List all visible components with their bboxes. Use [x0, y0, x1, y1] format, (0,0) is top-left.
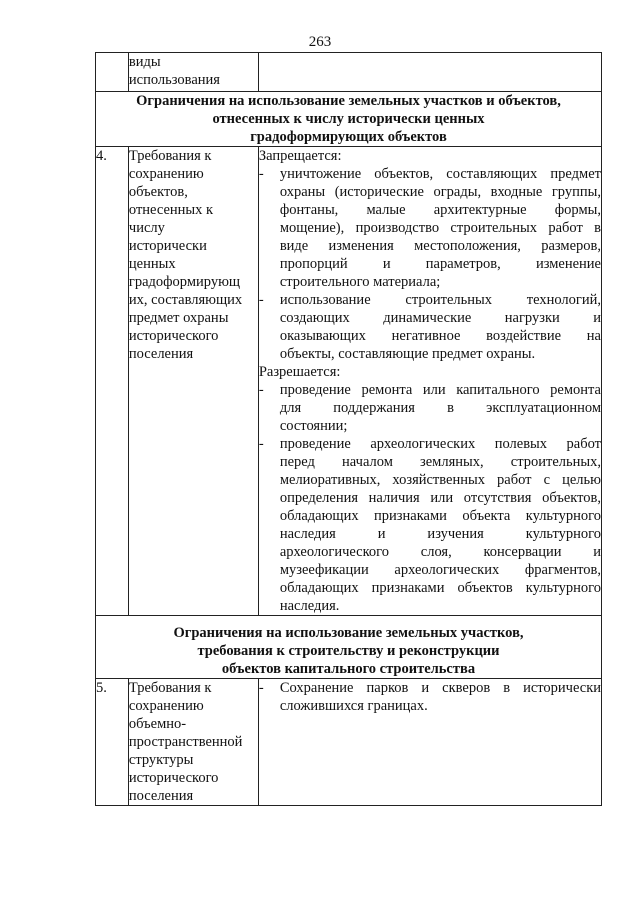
section-header-line: градоформирующих объектов — [250, 129, 447, 145]
section-header-line: Ограничения на использование земельных участков и объектов, — [136, 93, 561, 109]
requirement-line: объектов, — [128, 184, 188, 200]
requirement-cell — [128, 147, 258, 616]
item-line: наследия. — [279, 598, 340, 614]
item-line: археологического слоя, консервации и — [279, 544, 601, 560]
number-cell — [96, 53, 129, 92]
dash-bullet: - — [258, 166, 264, 182]
row-number: 5. — [96, 679, 129, 806]
section-header-line: требования к строительству и реконструкции — [197, 643, 500, 659]
item-line: оказывающих негативное воздействие на — [279, 328, 601, 344]
requirement-line: использования — [128, 72, 220, 88]
table-row-top-continuation — [96, 53, 602, 92]
dash-bullet: - — [258, 382, 264, 398]
requirement-line: отнесенных к — [128, 202, 214, 218]
requirement-line: Требования к — [128, 680, 212, 696]
list-item — [259, 165, 601, 291]
content-cell — [258, 679, 601, 806]
item-line: сложившихся границах. — [279, 698, 428, 714]
item-line: для поддержания в эксплуатационном — [279, 400, 601, 416]
section-header-line: отнесенных к числу исторически ценных — [212, 111, 485, 127]
requirement-line: поселения — [128, 788, 194, 804]
item-line: виде изменения местоположения, размеров, — [279, 238, 601, 254]
item-line: охраны (исторические ограды, входные группы, — [279, 184, 601, 200]
section-header-1 — [96, 92, 602, 147]
list-item — [259, 291, 601, 363]
requirement-line: исторически — [128, 238, 207, 254]
item-line: использование строительных технологий, — [279, 292, 601, 308]
requirement-line: предмет охраны — [128, 310, 229, 326]
content-cell — [258, 53, 601, 92]
requirement-line: сохранению — [128, 698, 204, 714]
section-header-row-1 — [96, 92, 602, 147]
dash-bullet: - — [258, 680, 264, 696]
list-item — [259, 679, 601, 715]
section-header-2 — [96, 616, 602, 679]
item-line: проведение археологических полевых работ — [279, 436, 601, 452]
requirement-line: числу — [128, 220, 165, 236]
item-line: уничтожение объектов, составляющих предмет — [279, 166, 601, 182]
requirement-line: поселения — [128, 346, 194, 362]
item-line: строительного материала; — [279, 274, 441, 290]
list-item — [259, 435, 601, 615]
dash-bullet: - — [258, 292, 264, 308]
requirement-line: исторического — [128, 328, 219, 344]
dash-bullet: - — [258, 436, 264, 452]
item-line: фонтаны, малые архитектурные формы, — [279, 202, 601, 218]
regulations-table — [95, 52, 602, 806]
item-line: Сохранение парков и скверов в исторически — [279, 680, 601, 696]
requirement-line: объемно- — [128, 716, 187, 732]
requirement-line: сохранению — [128, 166, 204, 182]
requirement-cell — [128, 679, 258, 806]
section-header-line: объектов капитального строительства — [221, 661, 476, 677]
item-line: наследия и изучения культурного — [279, 526, 601, 542]
item-line: музеефикации археологических фрагментов, — [279, 562, 601, 578]
item-line: мелиоративных, хозяйственных работ с целью — [279, 472, 601, 488]
allowed-heading: Разрешается: — [258, 364, 341, 380]
table-row-4 — [96, 147, 602, 616]
item-line: обладающих признаками объектов культурного — [279, 580, 601, 596]
item-line: мощение), производство строительных работ в — [279, 220, 601, 236]
item-line: проведение ремонта или капитального ремонта — [279, 382, 601, 398]
content-cell — [258, 147, 601, 616]
item-line: состоянии; — [279, 418, 348, 434]
requirement-line: их, составляющих — [128, 292, 243, 308]
requirement-line: Требования к — [128, 148, 212, 164]
section-header-row-2 — [96, 616, 602, 679]
page-number: 263 — [308, 34, 332, 50]
item-line: пропорций и параметров, изменение — [279, 256, 601, 272]
requirement-line: структуры — [128, 752, 194, 768]
item-line: определения наличия или отсутствия объектов, — [279, 490, 601, 506]
list-item — [259, 381, 601, 435]
item-line: обладающих признаками объекта культурного — [279, 508, 601, 524]
requirement-line: исторического — [128, 770, 219, 786]
prohibited-heading: Запрещается: — [258, 148, 342, 164]
table-row-5 — [96, 679, 602, 806]
section-header-line: Ограничения на использование земельных участков, — [173, 625, 524, 641]
requirement-line: градоформирующ — [128, 274, 241, 290]
requirement-line: пространственной — [128, 734, 243, 750]
item-line: создающих динамические нагрузки и — [279, 310, 601, 326]
requirement-line: ценных — [128, 256, 176, 272]
requirement-cell — [128, 53, 258, 92]
row-number: 4. — [96, 147, 129, 616]
item-line: объекты, составляющие предмет охраны. — [279, 346, 536, 362]
item-line: перед началом земляных, строительных, — [279, 454, 601, 470]
requirement-line: виды — [128, 54, 161, 70]
